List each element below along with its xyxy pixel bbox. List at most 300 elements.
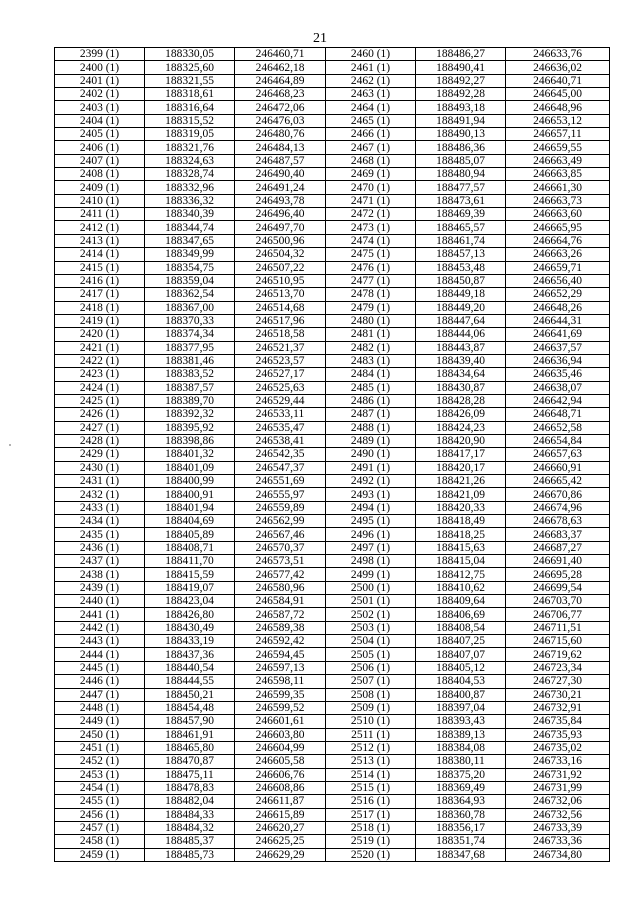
y-coordinate-left: 246517,96 — [235, 314, 326, 327]
point-id-left: 2432 (1) — [55, 488, 145, 501]
y-coordinate-left: 246484,13 — [235, 141, 326, 154]
x-coordinate-right: 188421,09 — [416, 488, 506, 501]
y-coordinate-right: 246732,91 — [506, 701, 610, 714]
point-id-right: 2497 (1) — [326, 541, 416, 554]
y-coordinate-left: 246472,06 — [235, 101, 326, 114]
x-coordinate-right: 188417,17 — [416, 448, 506, 461]
x-coordinate-right: 188457,13 — [416, 248, 506, 261]
table-row — [55, 848, 610, 861]
point-id-right: 2465 (1) — [326, 114, 416, 127]
point-id-left: 2403 (1) — [55, 101, 145, 114]
y-coordinate-left: 246527,17 — [235, 368, 326, 381]
x-coordinate-left: 188465,80 — [145, 741, 235, 754]
y-coordinate-right: 246644,31 — [506, 314, 610, 327]
x-coordinate-left: 188485,37 — [145, 835, 235, 848]
y-coordinate-right: 246656,40 — [506, 274, 610, 287]
table-row — [55, 821, 610, 834]
point-id-right: 2493 (1) — [326, 488, 416, 501]
point-id-left: 2399 (1) — [55, 48, 145, 61]
point-id-right: 2512 (1) — [326, 741, 416, 754]
point-id-left: 2401 (1) — [55, 74, 145, 87]
x-coordinate-right: 188426,09 — [416, 408, 506, 421]
point-id-right: 2515 (1) — [326, 781, 416, 794]
point-id-left: 2445 (1) — [55, 661, 145, 674]
y-coordinate-right: 246663,85 — [506, 168, 610, 181]
point-id-right: 2472 (1) — [326, 208, 416, 221]
y-coordinate-right: 246734,80 — [506, 848, 610, 861]
point-id-right: 2499 (1) — [326, 568, 416, 581]
x-coordinate-right: 188364,93 — [416, 795, 506, 808]
point-id-left: 2410 (1) — [55, 194, 145, 207]
x-coordinate-right: 188469,39 — [416, 208, 506, 221]
y-coordinate-right: 246711,51 — [506, 621, 610, 634]
x-coordinate-right: 188347,68 — [416, 848, 506, 861]
point-id-left: 2442 (1) — [55, 621, 145, 634]
point-id-left: 2434 (1) — [55, 515, 145, 528]
y-coordinate-right: 246727,30 — [506, 675, 610, 688]
x-coordinate-left: 188370,33 — [145, 314, 235, 327]
point-id-right: 2517 (1) — [326, 808, 416, 821]
table-row — [55, 341, 610, 354]
point-id-right: 2476 (1) — [326, 261, 416, 274]
y-coordinate-right: 246735,93 — [506, 728, 610, 741]
y-coordinate-left: 246629,29 — [235, 848, 326, 861]
y-coordinate-left: 246599,35 — [235, 688, 326, 701]
x-coordinate-right: 188418,49 — [416, 515, 506, 528]
point-id-left: 2425 (1) — [55, 394, 145, 407]
table-row — [55, 501, 610, 514]
x-coordinate-right: 188465,57 — [416, 221, 506, 234]
point-id-left: 2453 (1) — [55, 768, 145, 781]
x-coordinate-left: 188319,05 — [145, 128, 235, 141]
x-coordinate-left: 188457,90 — [145, 715, 235, 728]
x-coordinate-right: 188405,12 — [416, 661, 506, 674]
point-id-left: 2420 (1) — [55, 328, 145, 341]
y-coordinate-left: 246573,51 — [235, 555, 326, 568]
point-id-right: 2477 (1) — [326, 274, 416, 287]
point-id-right: 2508 (1) — [326, 688, 416, 701]
x-coordinate-left: 188419,07 — [145, 581, 235, 594]
x-coordinate-left: 188344,74 — [145, 221, 235, 234]
table-row — [55, 394, 610, 407]
y-coordinate-right: 246731,92 — [506, 768, 610, 781]
x-coordinate-left: 188336,32 — [145, 194, 235, 207]
table-row — [55, 515, 610, 528]
x-coordinate-left: 188401,32 — [145, 448, 235, 461]
point-id-right: 2468 (1) — [326, 154, 416, 167]
x-coordinate-left: 188485,73 — [145, 848, 235, 861]
x-coordinate-right: 188409,64 — [416, 595, 506, 608]
point-id-right: 2462 (1) — [326, 74, 416, 87]
y-coordinate-left: 246605,58 — [235, 755, 326, 768]
x-coordinate-left: 188321,55 — [145, 74, 235, 87]
y-coordinate-right: 246645,00 — [506, 88, 610, 101]
table-row — [55, 61, 610, 74]
y-coordinate-right: 246691,40 — [506, 555, 610, 568]
x-coordinate-right: 188449,20 — [416, 301, 506, 314]
x-coordinate-left: 188401,09 — [145, 461, 235, 474]
point-id-right: 2489 (1) — [326, 434, 416, 447]
y-coordinate-left: 246589,38 — [235, 621, 326, 634]
table-row — [55, 114, 610, 127]
y-coordinate-right: 246683,37 — [506, 528, 610, 541]
table-row — [55, 755, 610, 768]
table-row — [55, 581, 610, 594]
table-row — [55, 168, 610, 181]
point-id-left: 2441 (1) — [55, 608, 145, 621]
x-coordinate-right: 188356,17 — [416, 821, 506, 834]
y-coordinate-left: 246603,80 — [235, 728, 326, 741]
y-coordinate-left: 246538,41 — [235, 434, 326, 447]
x-coordinate-right: 188420,90 — [416, 434, 506, 447]
table-row — [55, 741, 610, 754]
y-coordinate-left: 246521,37 — [235, 341, 326, 354]
point-id-right: 2480 (1) — [326, 314, 416, 327]
x-coordinate-left: 188426,80 — [145, 608, 235, 621]
y-coordinate-right: 246687,27 — [506, 541, 610, 554]
point-id-left: 2440 (1) — [55, 595, 145, 608]
y-coordinate-right: 246663,26 — [506, 248, 610, 261]
x-coordinate-left: 188430,49 — [145, 621, 235, 634]
table-row — [55, 608, 610, 621]
y-coordinate-right: 246637,57 — [506, 341, 610, 354]
point-id-right: 2511 (1) — [326, 728, 416, 741]
x-coordinate-right: 188434,64 — [416, 368, 506, 381]
point-id-left: 2414 (1) — [55, 248, 145, 261]
x-coordinate-left: 188324,63 — [145, 154, 235, 167]
x-coordinate-right: 188486,36 — [416, 141, 506, 154]
point-id-right: 2510 (1) — [326, 715, 416, 728]
point-id-right: 2506 (1) — [326, 661, 416, 674]
point-id-right: 2504 (1) — [326, 635, 416, 648]
y-coordinate-left: 246493,78 — [235, 194, 326, 207]
table-row — [55, 141, 610, 154]
y-coordinate-left: 246535,47 — [235, 421, 326, 434]
point-id-left: 2419 (1) — [55, 314, 145, 327]
x-coordinate-left: 188484,33 — [145, 808, 235, 821]
point-id-left: 2402 (1) — [55, 88, 145, 101]
x-coordinate-left: 188475,11 — [145, 768, 235, 781]
point-id-right: 2505 (1) — [326, 648, 416, 661]
point-id-right: 2496 (1) — [326, 528, 416, 541]
point-id-right: 2471 (1) — [326, 194, 416, 207]
point-id-left: 2404 (1) — [55, 114, 145, 127]
y-coordinate-right: 246657,63 — [506, 448, 610, 461]
point-id-right: 2494 (1) — [326, 501, 416, 514]
x-coordinate-right: 188424,23 — [416, 421, 506, 434]
y-coordinate-right: 246633,76 — [506, 48, 610, 61]
x-coordinate-right: 188491,94 — [416, 114, 506, 127]
point-id-left: 2412 (1) — [55, 221, 145, 234]
point-id-left: 2427 (1) — [55, 421, 145, 434]
table-row — [55, 715, 610, 728]
x-coordinate-left: 188400,99 — [145, 475, 235, 488]
table-row — [55, 808, 610, 821]
x-coordinate-right: 188492,27 — [416, 74, 506, 87]
y-coordinate-left: 246580,96 — [235, 581, 326, 594]
y-coordinate-left: 246587,72 — [235, 608, 326, 621]
y-coordinate-right: 246731,99 — [506, 781, 610, 794]
table-row — [55, 461, 610, 474]
x-coordinate-left: 188423,04 — [145, 595, 235, 608]
point-id-left: 2457 (1) — [55, 821, 145, 834]
x-coordinate-left: 188377,95 — [145, 341, 235, 354]
y-coordinate-left: 246584,91 — [235, 595, 326, 608]
y-coordinate-left: 246513,70 — [235, 288, 326, 301]
y-coordinate-left: 246504,32 — [235, 248, 326, 261]
y-coordinate-left: 246562,99 — [235, 515, 326, 528]
x-coordinate-right: 188412,75 — [416, 568, 506, 581]
x-coordinate-left: 188389,70 — [145, 394, 235, 407]
x-coordinate-left: 188330,05 — [145, 48, 235, 61]
y-coordinate-left: 246464,89 — [235, 74, 326, 87]
table-row — [55, 128, 610, 141]
table-row — [55, 648, 610, 661]
y-coordinate-right: 246648,96 — [506, 101, 610, 114]
point-id-left: 2431 (1) — [55, 475, 145, 488]
y-coordinate-left: 246529,44 — [235, 394, 326, 407]
point-id-right: 2509 (1) — [326, 701, 416, 714]
x-coordinate-left: 188401,94 — [145, 501, 235, 514]
x-coordinate-left: 188400,91 — [145, 488, 235, 501]
page-number: 21 — [313, 31, 327, 46]
table-row — [55, 675, 610, 688]
table-row — [55, 541, 610, 554]
y-coordinate-left: 246625,25 — [235, 835, 326, 848]
table-row — [55, 301, 610, 314]
x-coordinate-left: 188332,96 — [145, 181, 235, 194]
y-coordinate-right: 246674,96 — [506, 501, 610, 514]
x-coordinate-left: 188381,46 — [145, 354, 235, 367]
x-coordinate-right: 188407,07 — [416, 648, 506, 661]
point-id-right: 2464 (1) — [326, 101, 416, 114]
point-id-right: 2492 (1) — [326, 475, 416, 488]
point-id-left: 2458 (1) — [55, 835, 145, 848]
x-coordinate-right: 188420,17 — [416, 461, 506, 474]
y-coordinate-left: 246599,52 — [235, 701, 326, 714]
x-coordinate-left: 188374,34 — [145, 328, 235, 341]
x-coordinate-left: 188340,39 — [145, 208, 235, 221]
y-coordinate-left: 246592,42 — [235, 635, 326, 648]
point-id-left: 2448 (1) — [55, 701, 145, 714]
x-coordinate-left: 188408,71 — [145, 541, 235, 554]
y-coordinate-left: 246555,97 — [235, 488, 326, 501]
point-id-left: 2417 (1) — [55, 288, 145, 301]
y-coordinate-right: 246663,60 — [506, 208, 610, 221]
x-coordinate-right: 188397,04 — [416, 701, 506, 714]
point-id-right: 2466 (1) — [326, 128, 416, 141]
y-coordinate-right: 246732,56 — [506, 808, 610, 821]
point-id-right: 2513 (1) — [326, 755, 416, 768]
table-row — [55, 194, 610, 207]
point-id-left: 2409 (1) — [55, 181, 145, 194]
x-coordinate-right: 188415,04 — [416, 555, 506, 568]
y-coordinate-left: 246597,13 — [235, 661, 326, 674]
x-coordinate-right: 188486,27 — [416, 48, 506, 61]
point-id-right: 2460 (1) — [326, 48, 416, 61]
table-row — [55, 555, 610, 568]
x-coordinate-right: 188406,69 — [416, 608, 506, 621]
y-coordinate-left: 246497,70 — [235, 221, 326, 234]
point-id-left: 2416 (1) — [55, 274, 145, 287]
x-coordinate-left: 188321,76 — [145, 141, 235, 154]
y-coordinate-right: 246695,28 — [506, 568, 610, 581]
y-coordinate-left: 246601,61 — [235, 715, 326, 728]
x-coordinate-right: 188380,11 — [416, 755, 506, 768]
y-coordinate-right: 246735,02 — [506, 741, 610, 754]
table-row — [55, 768, 610, 781]
y-coordinate-left: 246533,11 — [235, 408, 326, 421]
point-id-right: 2503 (1) — [326, 621, 416, 634]
point-id-right: 2500 (1) — [326, 581, 416, 594]
table-row — [55, 701, 610, 714]
y-coordinate-right: 246663,49 — [506, 154, 610, 167]
x-coordinate-right: 188444,06 — [416, 328, 506, 341]
table-row — [55, 74, 610, 87]
y-coordinate-right: 246699,54 — [506, 581, 610, 594]
y-coordinate-left: 246559,89 — [235, 501, 326, 514]
y-coordinate-right: 246638,07 — [506, 381, 610, 394]
point-id-left: 2422 (1) — [55, 354, 145, 367]
table-row — [55, 381, 610, 394]
point-id-left: 2443 (1) — [55, 635, 145, 648]
x-coordinate-right: 188407,25 — [416, 635, 506, 648]
x-coordinate-left: 188454,48 — [145, 701, 235, 714]
point-id-right: 2490 (1) — [326, 448, 416, 461]
y-coordinate-right: 246706,77 — [506, 608, 610, 621]
x-coordinate-left: 188482,04 — [145, 795, 235, 808]
x-coordinate-right: 188400,87 — [416, 688, 506, 701]
table-row — [55, 528, 610, 541]
table-row — [55, 248, 610, 261]
table-row — [55, 434, 610, 447]
table-row — [55, 728, 610, 741]
y-coordinate-left: 246487,57 — [235, 154, 326, 167]
y-coordinate-right: 246659,55 — [506, 141, 610, 154]
point-id-left: 2400 (1) — [55, 61, 145, 74]
y-coordinate-right: 246660,91 — [506, 461, 610, 474]
point-id-left: 2435 (1) — [55, 528, 145, 541]
point-id-left: 2421 (1) — [55, 341, 145, 354]
point-id-right: 2518 (1) — [326, 821, 416, 834]
x-coordinate-right: 188447,64 — [416, 314, 506, 327]
point-id-right: 2463 (1) — [326, 88, 416, 101]
point-id-right: 2507 (1) — [326, 675, 416, 688]
x-coordinate-right: 188421,26 — [416, 475, 506, 488]
x-coordinate-right: 188430,87 — [416, 381, 506, 394]
x-coordinate-left: 188440,54 — [145, 661, 235, 674]
table-row — [55, 234, 610, 247]
y-coordinate-right: 246715,60 — [506, 635, 610, 648]
table-row — [55, 635, 610, 648]
table-row — [55, 208, 610, 221]
point-id-left: 2439 (1) — [55, 581, 145, 594]
point-id-right: 2514 (1) — [326, 768, 416, 781]
point-id-left: 2413 (1) — [55, 234, 145, 247]
x-coordinate-right: 188420,33 — [416, 501, 506, 514]
x-coordinate-left: 188433,19 — [145, 635, 235, 648]
x-coordinate-left: 188354,75 — [145, 261, 235, 274]
y-coordinate-right: 246659,71 — [506, 261, 610, 274]
x-coordinate-left: 188437,36 — [145, 648, 235, 661]
point-id-right: 2485 (1) — [326, 381, 416, 394]
x-coordinate-right: 188404,53 — [416, 675, 506, 688]
point-id-left: 2423 (1) — [55, 368, 145, 381]
x-coordinate-right: 188490,41 — [416, 61, 506, 74]
y-coordinate-left: 246496,40 — [235, 208, 326, 221]
x-coordinate-right: 188369,49 — [416, 781, 506, 794]
y-coordinate-left: 246598,11 — [235, 675, 326, 688]
point-id-right: 2488 (1) — [326, 421, 416, 434]
y-coordinate-left: 246606,76 — [235, 768, 326, 781]
point-id-right: 2478 (1) — [326, 288, 416, 301]
y-coordinate-right: 246703,70 — [506, 595, 610, 608]
point-id-right: 2483 (1) — [326, 354, 416, 367]
x-coordinate-left: 188398,86 — [145, 434, 235, 447]
y-coordinate-left: 246468,23 — [235, 88, 326, 101]
point-id-right: 2516 (1) — [326, 795, 416, 808]
coordinates-table-body — [55, 48, 610, 862]
point-id-left: 2437 (1) — [55, 555, 145, 568]
y-coordinate-left: 246615,89 — [235, 808, 326, 821]
x-coordinate-left: 188316,64 — [145, 101, 235, 114]
y-coordinate-left: 246551,69 — [235, 475, 326, 488]
x-coordinate-right: 188410,62 — [416, 581, 506, 594]
point-id-right: 2461 (1) — [326, 61, 416, 74]
y-coordinate-right: 246635,46 — [506, 368, 610, 381]
x-coordinate-right: 188384,08 — [416, 741, 506, 754]
y-coordinate-right: 246652,58 — [506, 421, 610, 434]
y-coordinate-right: 246657,11 — [506, 128, 610, 141]
y-coordinate-right: 246665,95 — [506, 221, 610, 234]
y-coordinate-right: 246735,84 — [506, 715, 610, 728]
y-coordinate-left: 246514,68 — [235, 301, 326, 314]
y-coordinate-left: 246620,27 — [235, 821, 326, 834]
x-coordinate-left: 188315,52 — [145, 114, 235, 127]
y-coordinate-left: 246604,99 — [235, 741, 326, 754]
x-coordinate-left: 188444,55 — [145, 675, 235, 688]
table-row — [55, 488, 610, 501]
x-coordinate-left: 188450,21 — [145, 688, 235, 701]
table-row — [55, 181, 610, 194]
table-row — [55, 621, 610, 634]
y-coordinate-right: 246719,62 — [506, 648, 610, 661]
point-id-left: 2430 (1) — [55, 461, 145, 474]
y-coordinate-right: 246648,71 — [506, 408, 610, 421]
x-coordinate-left: 188405,89 — [145, 528, 235, 541]
y-coordinate-right: 246733,16 — [506, 755, 610, 768]
y-coordinate-right: 246664,76 — [506, 234, 610, 247]
x-coordinate-left: 188347,65 — [145, 234, 235, 247]
x-coordinate-left: 188387,57 — [145, 381, 235, 394]
y-coordinate-left: 246547,37 — [235, 461, 326, 474]
table-row — [55, 661, 610, 674]
x-coordinate-left: 188392,32 — [145, 408, 235, 421]
table-row — [55, 835, 610, 848]
x-coordinate-left: 188325,60 — [145, 61, 235, 74]
point-id-left: 2459 (1) — [55, 848, 145, 861]
point-id-right: 2495 (1) — [326, 515, 416, 528]
point-id-right: 2469 (1) — [326, 168, 416, 181]
y-coordinate-right: 246648,26 — [506, 301, 610, 314]
table-row — [55, 408, 610, 421]
x-coordinate-right: 188351,74 — [416, 835, 506, 848]
x-coordinate-left: 188367,00 — [145, 301, 235, 314]
x-coordinate-left: 188411,70 — [145, 555, 235, 568]
x-coordinate-left: 188395,92 — [145, 421, 235, 434]
y-coordinate-left: 246480,76 — [235, 128, 326, 141]
point-id-right: 2498 (1) — [326, 555, 416, 568]
